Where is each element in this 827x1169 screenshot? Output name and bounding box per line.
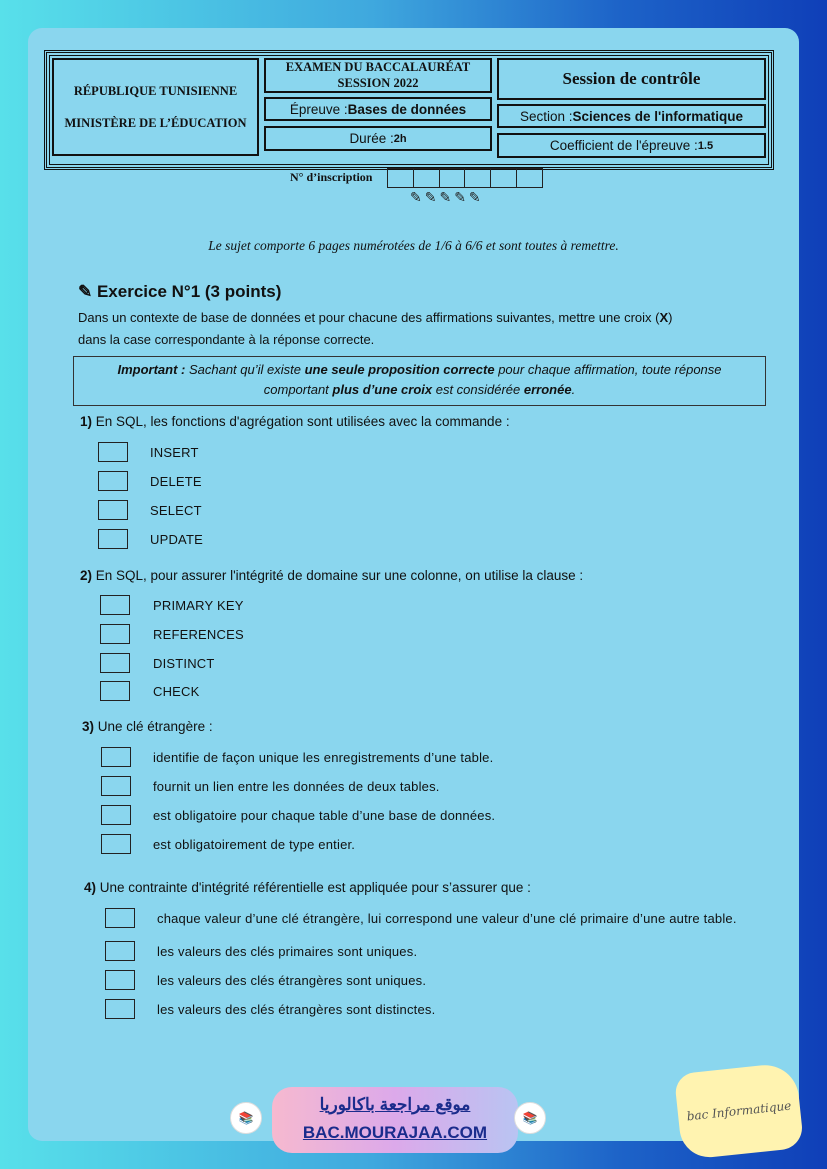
bac-info-label: bac Informatique: [686, 1098, 792, 1124]
question-number: 1): [80, 414, 93, 429]
question-number: 3): [82, 719, 95, 734]
question-number: 2): [80, 568, 93, 583]
exercise-title: Exercice N°1 (3 points): [96, 282, 282, 301]
important-box: [73, 356, 766, 406]
answer-checkbox[interactable]: [105, 908, 135, 928]
option-label: les valeurs des clés étrangères sont distinctes.: [157, 1002, 436, 1017]
republic-label: RÉPUBLIQUE TUNISIENNE: [73, 83, 238, 98]
ministry-label: MINISTÈRE DE L’ÉDUCATION: [64, 116, 247, 130]
exercise-instructions: [78, 307, 778, 351]
inscription-boxes[interactable]: [387, 168, 543, 188]
option-label: les valeurs des clés primaires sont uniques.: [157, 944, 418, 959]
option-label: PRIMARY KEY: [153, 598, 244, 613]
important-text-b: une seule proposition correcte: [304, 362, 495, 377]
section-value: Sciences de l'informatique: [572, 108, 744, 124]
exam-title: EXAMEN DU BACCALAURÉAT: [285, 59, 471, 74]
answer-checkbox[interactable]: [101, 776, 131, 796]
intro-text: Le sujet comporte 6 pages numérotées de 1/6 à 6/6 et sont toutes à remettre.: [208, 238, 619, 253]
option-label: INSERT: [150, 445, 199, 460]
exam-sheet: [28, 28, 799, 1141]
instr-x: X: [659, 310, 669, 325]
section-label: Section :: [519, 108, 573, 124]
site-arabic: موقع مراجعة باكالوريا: [319, 1095, 471, 1114]
instr-part-2: ): [668, 310, 673, 325]
duree-label: Durée :: [349, 131, 394, 146]
option-label: CHECK: [153, 684, 200, 699]
important-text-d: comportant: [263, 382, 333, 397]
answer-checkbox[interactable]: [98, 500, 128, 520]
instr-part-1: Dans un contexte de base de données et pour chacune des affirmations suivantes, mettre une croix (: [78, 310, 660, 325]
question-text: En SQL, pour assurer l'intégrité de domaine sur une colonne, on utilise la clause :: [92, 568, 584, 583]
answer-checkbox[interactable]: [100, 681, 130, 701]
pencil-icons: ✎✎✎✎✎: [410, 189, 484, 205]
coef-value: 1.5: [697, 139, 714, 152]
session-box: [497, 58, 766, 100]
answer-checkbox[interactable]: [105, 970, 135, 990]
pencil-icon: ✎: [78, 282, 97, 301]
session-type: Session de contrôle: [562, 69, 701, 88]
duree-value: 2h: [393, 132, 407, 145]
option-label: REFERENCES: [153, 627, 244, 642]
answer-checkbox[interactable]: [98, 442, 128, 462]
republic-box: [52, 58, 259, 156]
important-text-f: est considérée: [432, 382, 524, 397]
epreuve-label: Épreuve :: [289, 101, 348, 117]
coef-box: [497, 133, 766, 158]
exam-session: SESSION 2022: [337, 75, 419, 90]
important-text-c: pour chaque affirmation, toute réponse: [494, 362, 722, 377]
question-2: [80, 568, 583, 583]
bac-info-badge: [674, 1062, 804, 1160]
answer-checkbox[interactable]: [100, 624, 130, 644]
answer-checkbox[interactable]: [100, 653, 130, 673]
option-label: est obligatoirement de type entier.: [153, 837, 356, 852]
important-label: Important :: [117, 362, 186, 377]
question-text: En SQL, les fonctions d'agrégation sont utilisées avec la commande :: [92, 414, 510, 429]
question-3: [82, 719, 213, 734]
important-text-g: erronée: [523, 382, 572, 397]
option-label: DELETE: [150, 474, 202, 489]
duree-box: [264, 126, 492, 151]
answer-checkbox[interactable]: [101, 747, 131, 767]
option-label: chaque valeur d’une clé étrangère, lui correspond une valeur d’une clé primaire d’une autre table.: [157, 911, 737, 926]
exercise-title-row: [78, 282, 281, 302]
option-label: UPDATE: [150, 532, 203, 547]
answer-checkbox[interactable]: [101, 834, 131, 854]
site-logo-icon: 📚: [514, 1102, 546, 1134]
option-label: fournit un lien entre les données de deux tables.: [153, 779, 440, 794]
option-label: les valeurs des clés étrangères sont uniques.: [157, 973, 427, 988]
site-logo-icon: 📚: [230, 1102, 262, 1134]
section-box: [497, 104, 766, 128]
answer-checkbox[interactable]: [98, 471, 128, 491]
important-text-a: Sachant qu’il existe: [185, 362, 305, 377]
exam-header: [44, 50, 774, 170]
question-number: 4): [84, 880, 97, 895]
answer-checkbox[interactable]: [105, 999, 135, 1019]
answer-checkbox[interactable]: [100, 595, 130, 615]
question-1: [80, 414, 510, 429]
question-text: Une contrainte d'intégrité référentielle est appliquée pour s’assurer que :: [96, 880, 531, 895]
answer-checkbox[interactable]: [105, 941, 135, 961]
epreuve-box: [264, 97, 492, 121]
option-label: identifie de façon unique les enregistrements d’une table.: [153, 750, 494, 765]
answer-checkbox[interactable]: [101, 805, 131, 825]
epreuve-value: Bases de données: [347, 101, 467, 117]
important-text-e: plus d’une croix: [332, 382, 433, 397]
coef-label: Coefficient de l'épreuve :: [549, 138, 698, 153]
exam-title-box: [264, 58, 492, 93]
inscription-label: N° d’inscription: [290, 170, 373, 184]
instr-part-3: dans la case correspondante à la réponse correcte.: [78, 332, 375, 347]
question-text: Une clé étrangère :: [94, 719, 213, 734]
answer-checkbox[interactable]: [98, 529, 128, 549]
site-url[interactable]: BAC.MOURAJAA.COM: [302, 1123, 488, 1142]
site-banner[interactable]: [272, 1087, 518, 1153]
option-label: est obligatoire pour chaque table d’une base de données.: [153, 808, 496, 823]
important-text-h: .: [571, 382, 576, 397]
option-label: SELECT: [150, 503, 202, 518]
option-label: DISTINCT: [153, 656, 215, 671]
question-4: [84, 880, 531, 895]
